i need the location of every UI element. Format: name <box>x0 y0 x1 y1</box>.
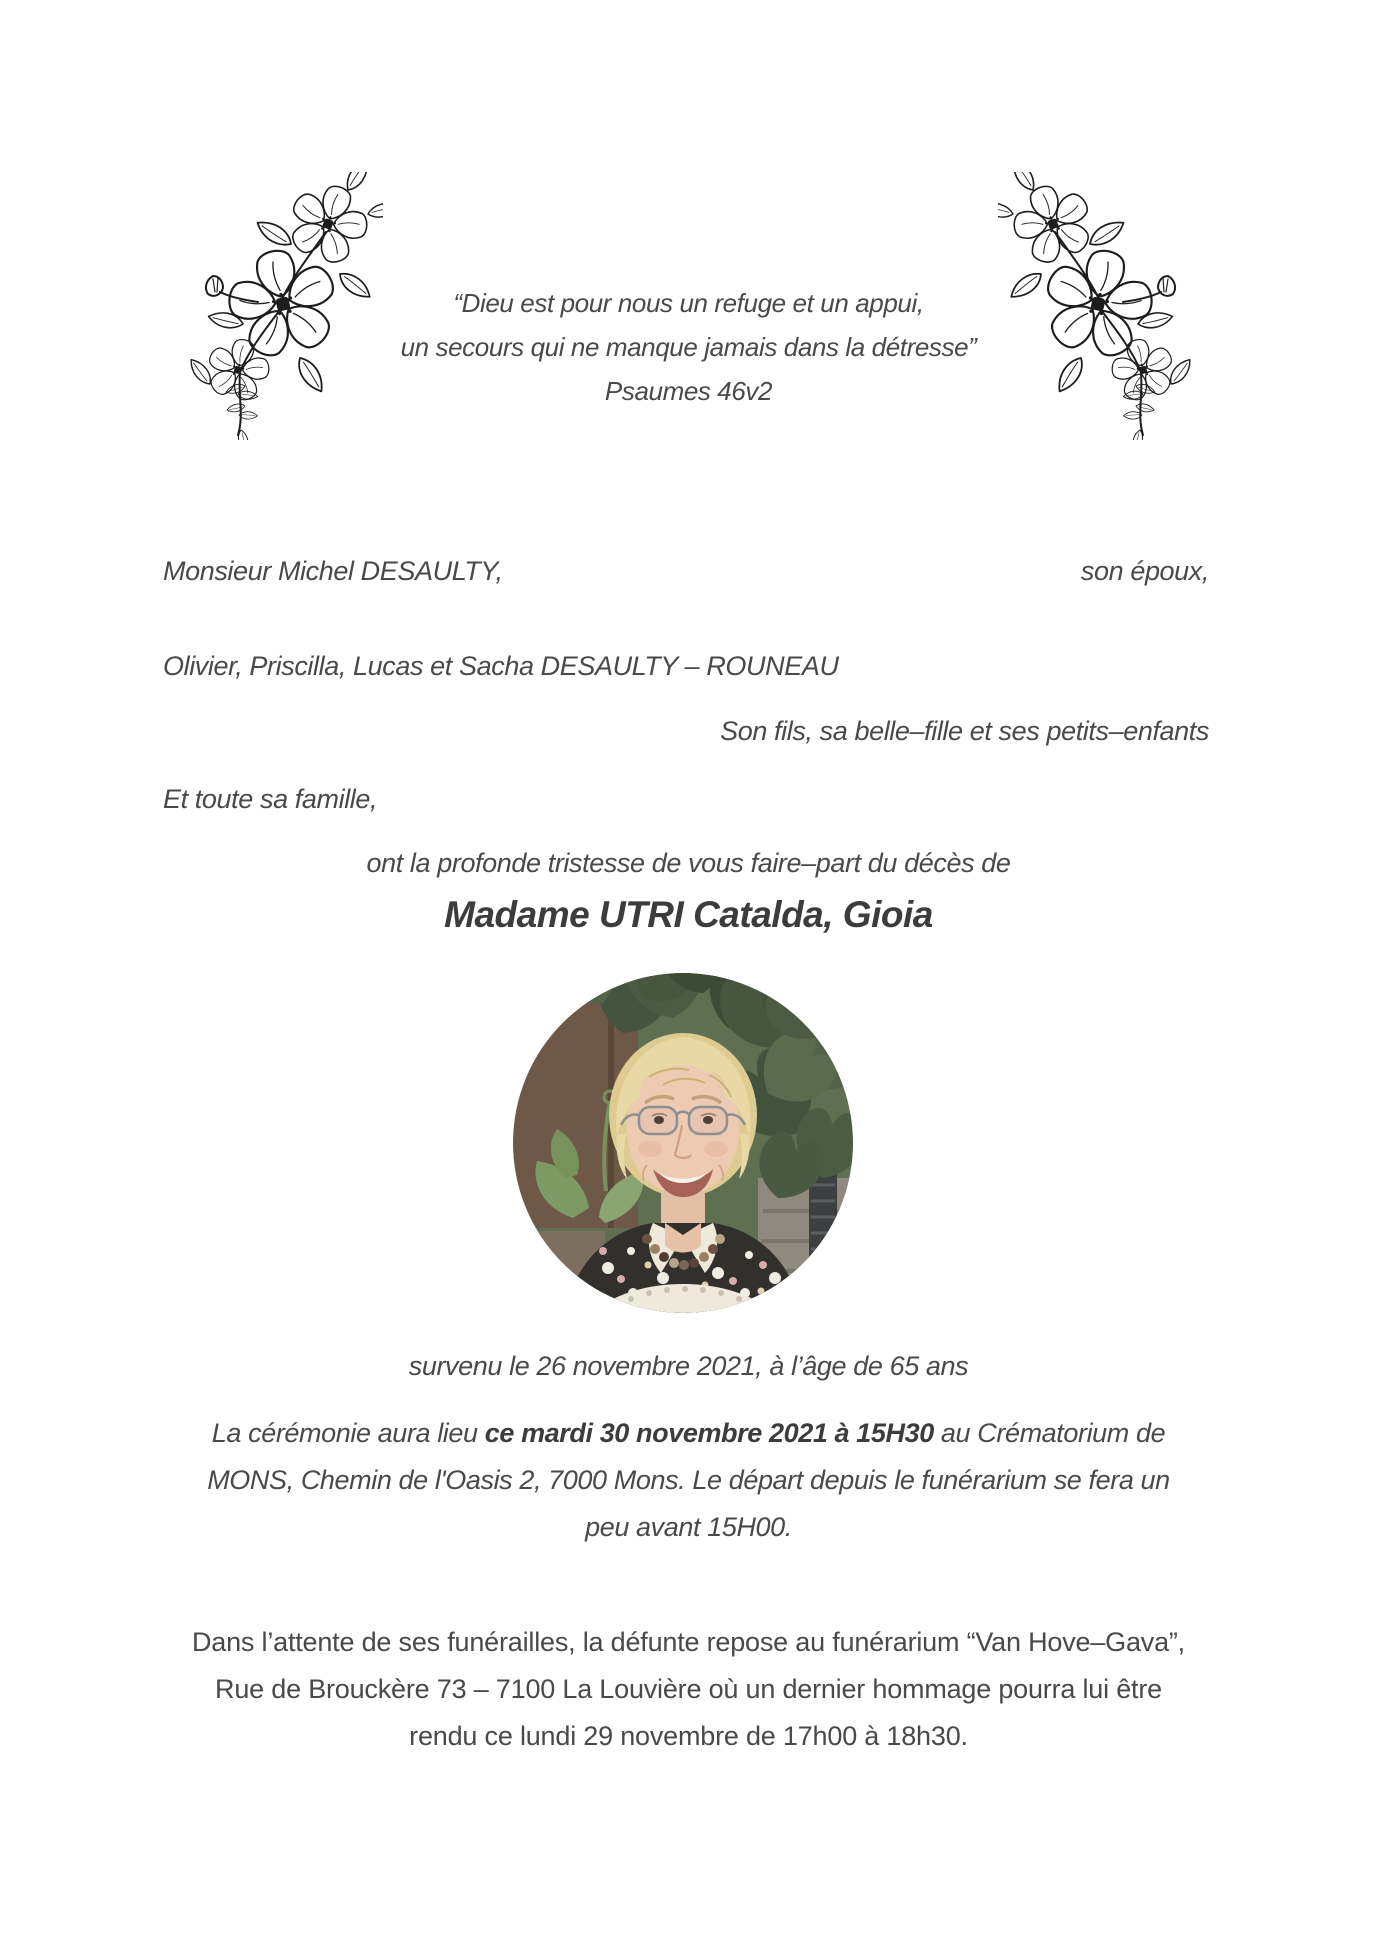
husband-relation: son époux, <box>1080 556 1209 586</box>
ceremony-date-time: ce mardi 30 novembre 2021 à 15H30 <box>484 1418 934 1448</box>
husband-name: Monsieur Michel DESAULTY, <box>163 556 503 586</box>
announcement-intro: ont la profonde tristesse de vous faire–part du décès de <box>366 848 1011 878</box>
repose-line-3: rendu ce lundi 29 novembre de 17h00 à 18h30. <box>409 1721 968 1751</box>
portrait-illustration <box>513 973 853 1313</box>
ceremony-line-1 <box>0 1410 1377 1457</box>
family-line: Et toute sa famille, <box>163 784 378 814</box>
quote-line-2: un secours qui ne manque jamais dans la détresse” <box>400 332 977 362</box>
ceremony-line-2: MONS, Chemin de l'Oasis 2, 7000 Mons. Le départ depuis le funérarium se fera un <box>207 1465 1170 1495</box>
repose-paragraph <box>0 1619 1377 1760</box>
portrait-photo <box>513 973 853 1313</box>
repose-line-1: Dans l’attente de ses funérailles, la défunte repose au funérarium “Van Hove–Gava”, <box>192 1627 1185 1657</box>
page-title-deceased-name: Madame UTRI Catalda, Gioia <box>444 894 933 935</box>
death-details: survenu le 26 novembre 2021, à l’âge de 65 ans <box>408 1351 969 1381</box>
ceremony-line-3: peu avant 15H00. <box>585 1512 792 1542</box>
ceremony-line-1-prefix: La cérémonie aura lieu <box>211 1418 485 1448</box>
quote-reference: Psaumes 46v2 <box>604 376 773 406</box>
ceremony-paragraph <box>0 1410 1377 1551</box>
quote-line-1: “Dieu est pour nous un refuge et un appui, <box>453 288 924 318</box>
scripture-quote <box>0 281 1377 413</box>
husband-row <box>163 556 1209 587</box>
children-names: Olivier, Priscilla, Lucas et Sacha DESAULTY – ROUNEAU <box>163 651 839 681</box>
children-relation: Son fils, sa belle–fille et ses petits–enfants <box>720 716 1209 746</box>
repose-line-2: Rue de Brouckère 73 – 7100 La Louvière où un dernier hommage pourra lui être <box>215 1674 1162 1704</box>
ceremony-line-1-suffix: au Crématorium de <box>933 1418 1166 1448</box>
